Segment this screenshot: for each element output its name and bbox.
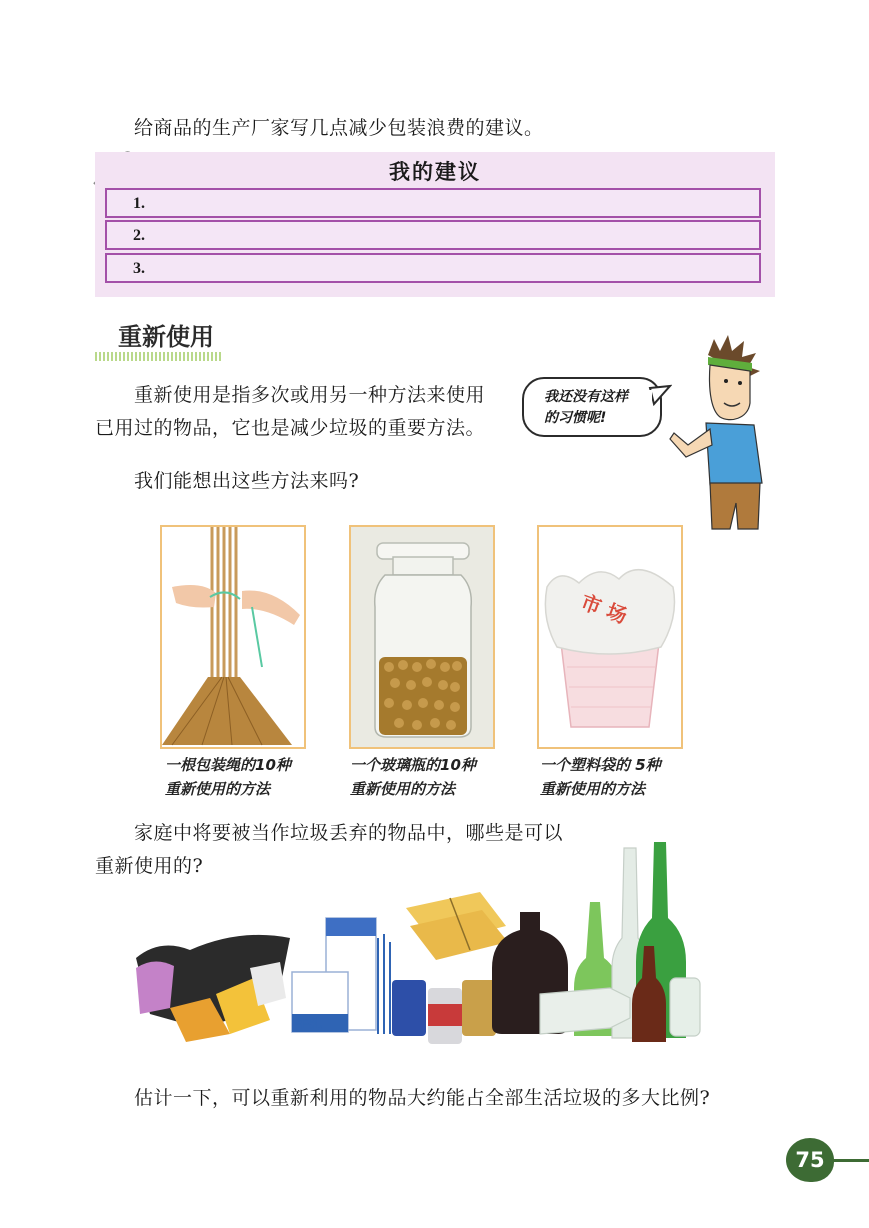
section-underline [95,352,221,361]
broom-image [160,525,306,749]
bubble-line2: 的习惯呢! [544,410,607,426]
plastic-bag-caption-line2: 重新使用的方法 [540,780,646,798]
milk-carton-label: 牛乳 [296,1017,323,1032]
household-line2: 重新使用的? [95,855,204,877]
suggestion-title: 我的建议 [389,159,481,184]
broom-caption-line2: 重新使用的方法 [165,780,271,798]
bag-print-text: 市 场 [577,589,631,629]
page-number-line [830,1159,869,1162]
glass-jar-image [349,525,495,749]
section-question: 我们能想出这些方法来吗? [134,470,360,492]
glass-jar-caption-line1: 一个玻璃瓶的10种 [350,756,476,774]
page-number: 75 [786,1138,834,1182]
plastic-bag-image [537,525,683,749]
speech-bubble [522,377,662,437]
suggestion-row-1[interactable]: 1. [105,188,761,218]
suggestion-box [95,152,775,297]
glass-jar-caption [350,753,476,801]
broom-caption-line1: 一根包装绳的10种 [165,756,291,774]
glass-jar-caption-line2: 重新使用的方法 [350,780,456,798]
estimate-question: 估计一下，可以重新利用的物品大约能占全部生活垃圾的多大比例? [134,1087,711,1109]
household-items-illustration [130,838,710,1056]
plastic-bag-caption [540,753,661,801]
suggestion-row-2[interactable]: 2. [105,220,761,250]
section-paragraph-line2: 已用过的物品，它也是减少垃圾的重要方法。 [95,417,486,439]
broom-caption [165,753,291,801]
intro-text: 给商品的生产厂家写几点减少包装浪费的建议。 [134,117,544,139]
section-paragraph-line1: 重新使用是指多次或用另一种方法来使用 [134,384,486,406]
bubble-line1: 我还没有这样 [544,389,628,405]
section-title: 重新使用 [118,323,214,351]
household-line1: 家庭中将要被当作垃圾丢弃的物品中，哪些是可以 [134,822,564,844]
plastic-bag-caption-line1: 一个塑料袋的 5种 [540,756,661,774]
cartoon-boy-icon [668,333,768,533]
suggestion-row-3[interactable]: 3. [105,253,761,283]
